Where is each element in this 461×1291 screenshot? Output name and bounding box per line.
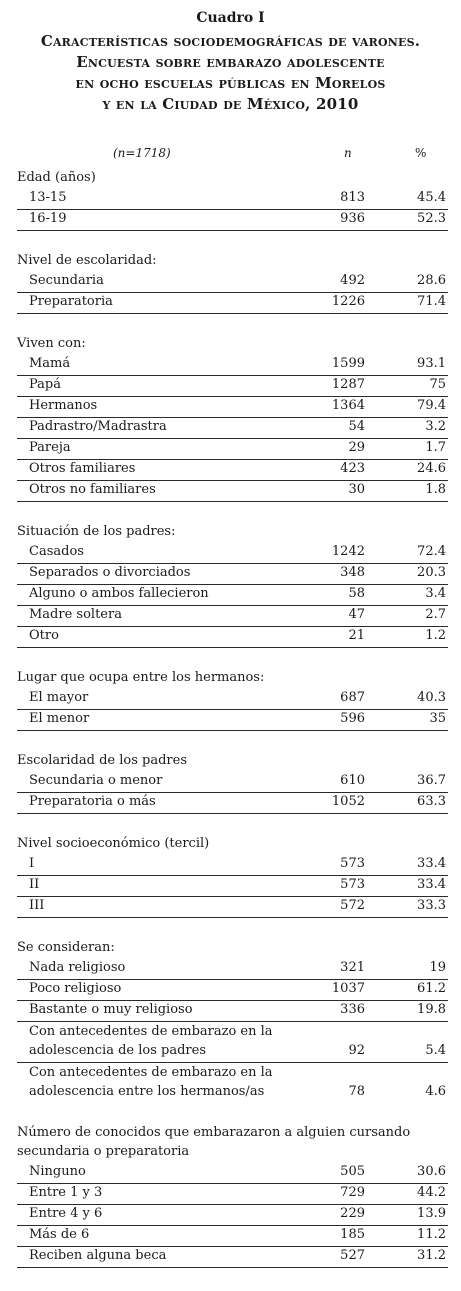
row-n-value: 936 (340, 211, 365, 226)
row-label: Alguno o ambos fallecieron (29, 586, 209, 601)
section-title: Edad (años) (17, 170, 96, 185)
table-row (17, 585, 448, 606)
table-row (17, 1001, 448, 1022)
row-n-value: 185 (340, 1227, 365, 1242)
row-label: Papá (29, 377, 61, 392)
table-bottom-rule (17, 1267, 448, 1268)
section-title: Escolaridad de los padres (17, 753, 187, 768)
table-title-line-2: Encuesta sobre embarazo adolescente (76, 53, 385, 71)
row-percent-value: 52.3 (417, 211, 446, 226)
row-n-value: 687 (340, 690, 365, 705)
row-percent-value: 19.8 (417, 1002, 446, 1017)
row-percent-value: 5.4 (425, 1043, 446, 1058)
row-percent-value: 33.4 (417, 856, 446, 871)
row-label: Otros familiares (29, 461, 136, 476)
row-label: Mamá (29, 356, 71, 371)
section-title: Nivel socioeconómico (tercil) (17, 836, 210, 851)
section-title: Número de conocidos que embarazaron a alguien cursando secundaria o preparatoria (17, 1125, 411, 1159)
row-percent-value: 19 (429, 960, 446, 975)
table-row (17, 897, 448, 918)
row-label: 16-19 (29, 211, 67, 226)
row-percent-value: 1.2 (425, 628, 446, 643)
table-row (17, 980, 448, 1001)
section-title: Situación de los padres: (17, 524, 176, 539)
table-row (17, 689, 448, 710)
row-n-value: 47 (348, 607, 365, 622)
row-n-value: 348 (340, 565, 365, 580)
row-label: Preparatoria (29, 294, 113, 309)
table-row (17, 355, 448, 376)
row-label: Separados o divorciados (29, 565, 191, 580)
percent-column-header: % (415, 146, 427, 160)
row-label: Preparatoria o más (29, 794, 156, 809)
row-n-value: 1037 (331, 981, 365, 996)
section-title: Se consideran: (17, 940, 115, 955)
row-percent-value: 61.2 (417, 981, 446, 996)
table-title-line-1: Características sociodemográficas de varones. (40, 32, 421, 50)
row-n-value: 21 (348, 628, 365, 643)
row-percent-value: 11.2 (417, 1227, 446, 1242)
row-percent-value: 31.2 (417, 1248, 446, 1263)
table-row (17, 876, 448, 897)
section-gap (17, 1103, 448, 1121)
row-label: Padrastro/Madrastra (29, 419, 167, 434)
row-n-value: 58 (348, 586, 365, 601)
row-label: III (29, 898, 45, 913)
table-row (17, 397, 448, 418)
row-percent-value: 45.4 (417, 190, 446, 205)
table-row (17, 1247, 448, 1267)
table-title-block (0, 10, 461, 115)
table-row (17, 1184, 448, 1205)
section-gap (17, 648, 448, 666)
table-row (17, 1163, 448, 1184)
row-label: El menor (29, 711, 90, 726)
row-n-value: 1052 (331, 794, 365, 809)
table-row (17, 710, 448, 731)
row-label: Madre soltera (29, 607, 122, 622)
table-caption: Cuadro I (196, 10, 265, 26)
table-row (17, 272, 448, 293)
row-percent-value: 2.7 (425, 607, 446, 622)
row-n-value: 1226 (331, 294, 365, 309)
row-label: Casados (29, 544, 84, 559)
row-percent-value: 30.6 (417, 1164, 446, 1179)
row-percent-value: 75 (429, 377, 446, 392)
row-n-value: 573 (340, 877, 365, 892)
section-gap (17, 814, 448, 832)
row-percent-value: 28.6 (417, 273, 446, 288)
section-title: Nivel de escolaridad: (17, 253, 157, 268)
row-label: Con antecedentes de embarazo en la adolescencia de los padres (29, 1024, 273, 1058)
table-row (17, 855, 448, 876)
table-row (17, 189, 448, 210)
row-n-value: 729 (340, 1185, 365, 1200)
row-percent-value: 44.2 (417, 1185, 446, 1200)
row-percent-value: 93.1 (417, 356, 446, 371)
row-label: Nada religioso (29, 960, 126, 975)
section-gap (17, 231, 448, 249)
row-label: Otro (29, 628, 59, 643)
table-row (17, 772, 448, 793)
table-row (17, 793, 448, 814)
row-percent-value: 40.3 (417, 690, 446, 705)
table-row (17, 418, 448, 439)
row-n-value: 336 (340, 1002, 365, 1017)
table-row (17, 606, 448, 627)
row-n-value: 423 (340, 461, 365, 476)
table-row (17, 210, 448, 231)
row-percent-value: 33.4 (417, 877, 446, 892)
row-n-value: 78 (348, 1084, 365, 1099)
section-gap (17, 314, 448, 332)
row-label: Ninguno (29, 1164, 86, 1179)
row-n-value: 610 (340, 773, 365, 788)
row-n-value: 229 (340, 1206, 365, 1221)
table-row (17, 439, 448, 460)
row-percent-value: 20.3 (417, 565, 446, 580)
row-percent-value: 3.2 (425, 419, 446, 434)
row-percent-value: 36.7 (417, 773, 446, 788)
row-label: Poco religioso (29, 981, 122, 996)
row-label: Secundaria o menor (29, 773, 163, 788)
section-title: Viven con: (17, 336, 86, 351)
table-row (17, 543, 448, 564)
row-n-value: 813 (340, 190, 365, 205)
row-percent-value: 33.3 (417, 898, 446, 913)
table-row (17, 1205, 448, 1226)
table-row (17, 959, 448, 980)
row-percent-value: 35 (429, 711, 446, 726)
row-n-value: 92 (348, 1043, 365, 1058)
row-percent-value: 71.4 (417, 294, 446, 309)
table-row (17, 293, 448, 314)
row-label: Bastante o muy religioso (29, 1002, 193, 1017)
row-n-value: 321 (340, 960, 365, 975)
row-label: Entre 1 y 3 (29, 1185, 103, 1200)
table-row (17, 627, 448, 648)
table-row (17, 481, 448, 502)
row-percent-value: 13.9 (417, 1206, 446, 1221)
section-gap (17, 502, 448, 520)
row-label: El mayor (29, 690, 89, 705)
row-label: 13-15 (29, 190, 67, 205)
row-label: Con antecedentes de embarazo en la adolescencia entre los hermanos/as (29, 1065, 273, 1099)
row-label: I (29, 856, 35, 871)
table-title-line-4: y en la Ciudad de México, 2010 (102, 95, 359, 113)
row-label: Hermanos (29, 398, 98, 413)
table-title-line-3: en ocho escuelas públicas en Morelos (75, 74, 386, 92)
section-gap (17, 918, 448, 936)
n-column-header: n (344, 146, 352, 160)
row-n-value: 573 (340, 856, 365, 871)
table-row (17, 1063, 448, 1103)
row-n-value: 1364 (331, 398, 365, 413)
row-percent-value: 1.8 (425, 482, 446, 497)
row-label: II (29, 877, 40, 892)
row-n-value: 572 (340, 898, 365, 913)
row-percent-value: 63.3 (417, 794, 446, 809)
section-gap (17, 731, 448, 749)
row-percent-value: 4.6 (425, 1084, 446, 1099)
table-row (17, 1022, 448, 1063)
row-n-value: 29 (348, 440, 365, 455)
row-n-value: 596 (340, 711, 365, 726)
row-percent-value: 72.4 (417, 544, 446, 559)
row-percent-value: 3.4 (425, 586, 446, 601)
row-n-value: 54 (348, 419, 365, 434)
row-label: Entre 4 y 6 (29, 1206, 103, 1221)
row-label: Pareja (29, 440, 71, 455)
row-percent-value: 1.7 (425, 440, 446, 455)
row-n-value: 30 (348, 482, 365, 497)
row-n-value: 1287 (331, 377, 365, 392)
row-percent-value: 24.6 (417, 461, 446, 476)
row-label: Secundaria (29, 273, 104, 288)
row-n-value: 492 (340, 273, 365, 288)
data-table (17, 166, 448, 1267)
row-percent-value: 79.4 (417, 398, 446, 413)
row-n-value: 1599 (331, 356, 365, 371)
row-label: Otros no familiares (29, 482, 156, 497)
section-title: Lugar que ocupa entre los hermanos: (17, 670, 265, 685)
table-row (17, 460, 448, 481)
sample-size-header: (n=1718) (113, 146, 171, 160)
row-n-value: 1242 (331, 544, 365, 559)
table-row (17, 1226, 448, 1247)
row-label: Reciben alguna beca (29, 1248, 167, 1263)
table-row (17, 564, 448, 585)
table-row (17, 376, 448, 397)
row-label: Más de 6 (29, 1227, 90, 1242)
row-n-value: 505 (340, 1164, 365, 1179)
row-n-value: 527 (340, 1248, 365, 1263)
